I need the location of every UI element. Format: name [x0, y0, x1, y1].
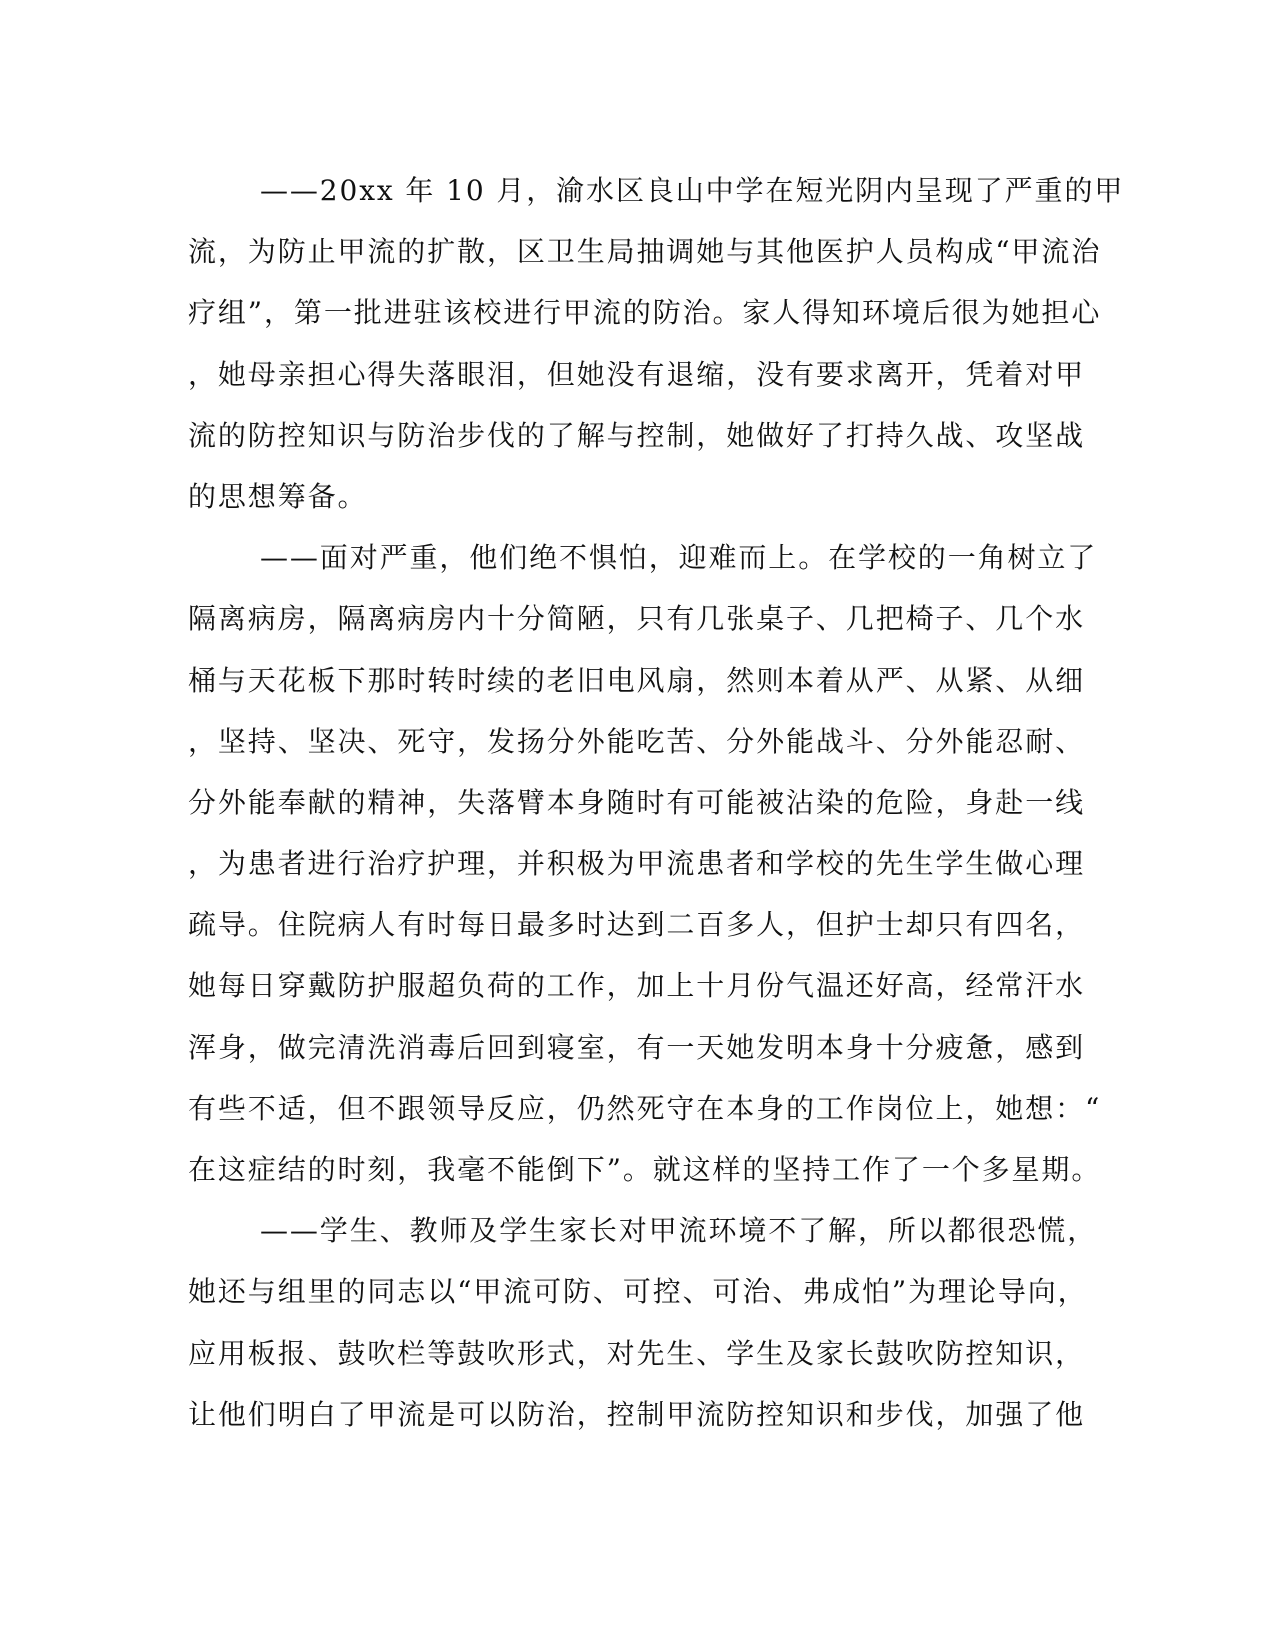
text-line: 流，为防止甲流的扩散，区卫生局抽调她与其他医护人员构成“甲流治: [188, 235, 1102, 269]
text-line: 她还与组里的同志以“甲流可防、可控、可治、弗成怕”为理论导向，: [188, 1275, 1088, 1309]
paragraph: [188, 527, 1102, 1200]
text-line: ——学生、教师及学生家长对甲流环境不了解，所以都很恐慌，: [260, 1214, 1098, 1248]
text-line: 在这症结的时刻，我毫不能倒下”。就这样的坚持工作了一个多星期。: [188, 1153, 1102, 1186]
text-line: ，坚持、坚决、死守，发扬分外能吃苦、分外能战斗、分外能忍耐、: [188, 724, 1086, 758]
paragraph: [188, 160, 1125, 527]
text-line: ——20xx 年 10 月，渝水区良山中学在短光阴内呈现了严重的甲: [260, 174, 1125, 207]
text-line: 浑身，做完清洗消毒后回到寝室，有一天她发明本身十分疲惫，感到: [188, 1030, 1086, 1064]
text-line: 疗组”，第一批进驻该校进行甲流的防治。家人得知环境后很为她担心: [188, 296, 1102, 330]
text-line: 分外能奉献的精神，失落臂本身随时有可能被沾染的危险，身赴一线: [188, 785, 1086, 819]
text-line: 应用板报、鼓吹栏等鼓吹形式，对先生、学生及家长鼓吹防控知识，: [188, 1336, 1086, 1370]
text-line: 让他们明白了甲流是可以防治，控制甲流防控知识和步伐，加强了他: [188, 1397, 1086, 1431]
text-line: 她每日穿戴防护服超负荷的工作，加上十月份气温还好高，经常汗水: [188, 969, 1086, 1003]
text-line: 疏导。住院病人有时每日最多时达到二百多人，但护士却只有四名，: [188, 908, 1086, 942]
text-line: ，为患者进行治疗护理，并积极为甲流患者和学校的先生学生做心理: [188, 847, 1086, 881]
text-line: ——面对严重，他们绝不惧怕，迎难而上。在学校的一角树立了: [260, 541, 1098, 575]
body-text: [188, 160, 1125, 1445]
text-line: 桶与天花板下那时转时续的老旧电风扇，然则本着从严、从紧、从细: [188, 663, 1086, 697]
text-line: ，她母亲担心得失落眼泪，但她没有退缩，没有要求离开，凭着对甲: [188, 357, 1086, 391]
paragraph: [188, 1200, 1098, 1445]
text-line: 流的防控知识与防治步伐的了解与控制，她做好了打持久战、攻坚战: [188, 418, 1086, 452]
text-line: 有些不适，但不跟领导反应，仍然死守在本身的工作岗位上，她想：“: [188, 1091, 1102, 1125]
text-line: 的思想筹备。: [188, 479, 368, 513]
text-line: 隔离病房，隔离病房内十分简陋，只有几张桌子、几把椅子、几个水: [188, 602, 1086, 636]
